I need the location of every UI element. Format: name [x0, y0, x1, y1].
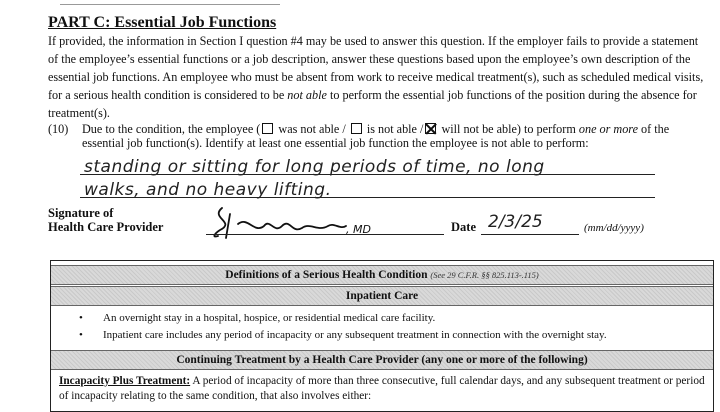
date-label: Date [451, 220, 476, 234]
cut-off-line [60, 0, 280, 5]
definitions-box [50, 260, 714, 412]
signature-line[interactable] [206, 234, 444, 235]
question-text: Due to the condition, the employee ( was not able / is not able / will not be able) to perform one or more of the essential job function(s). Identify at least one essential job function the employee is not able to perform: [82, 122, 670, 150]
answer-field[interactable] [80, 152, 655, 198]
date-line[interactable] [481, 234, 579, 235]
date-format: (mm/dd/yyyy) [584, 222, 644, 234]
inpatient-list [79, 310, 699, 344]
answer-line-1 [80, 152, 655, 175]
checkbox-will-not-be-able[interactable] [425, 123, 436, 134]
citation: (See 29 C.F.R. §§ 825.113-.115) [430, 270, 539, 280]
answer-line-2 [80, 175, 655, 198]
list-item: • Inpatient care includes any period of incapacity or any subsequent treatment in connection with the overnight stay. [79, 329, 607, 341]
definitions-header: Definitions of a Serious Health Condition (See 29 C.F.R. §§ 825.113-.115) [51, 265, 713, 285]
incapacity-paragraph: Incapacity Plus Treatment: A period of incapacity of more than three consecutive, full calendar days, and any subsequent treatment or period of incapacity relating to the same condition, that also involves either: [59, 375, 705, 402]
signature-label: Signature of Health Care Provider [48, 206, 164, 234]
handwritten-answer-2: walks, and no heavy lifting. [84, 180, 332, 200]
incapacity-title: Incapacity Plus Treatment: [59, 375, 191, 387]
checkbox-was-not-able[interactable] [262, 123, 273, 134]
section-title: PART C: Essential Job Functions [48, 14, 277, 31]
checkbox-is-not-able[interactable] [351, 123, 362, 134]
inpatient-header: Inpatient Care [51, 286, 713, 306]
date-value: 2/3/25 [488, 212, 543, 232]
signature-suffix: , MD [346, 223, 371, 236]
question-number: (10) [48, 122, 69, 136]
intro-paragraph: If provided, the information in Section I question #4 may be used to answer this question. If the employer fails to provide a statement of the employee’s essential functions or a job description, answer these questions based upon the employee’s own description of the essential job functions. An employee who must be absent from work to receive medical treatment(s), such as scheduled medical visits, for a serious health condition is considered to be not able to perform the essential job functions of the position during the absence for treatment(s). [48, 34, 704, 120]
handwritten-answer-1: standing or sitting for long periods of time, no long [84, 157, 545, 177]
continuing-treatment-header: Continuing Treatment by a Health Care Provider (any one or more of the following) [51, 350, 713, 370]
list-item: • An overnight stay in a hospital, hospice, or residential medical care facility. [79, 312, 436, 324]
